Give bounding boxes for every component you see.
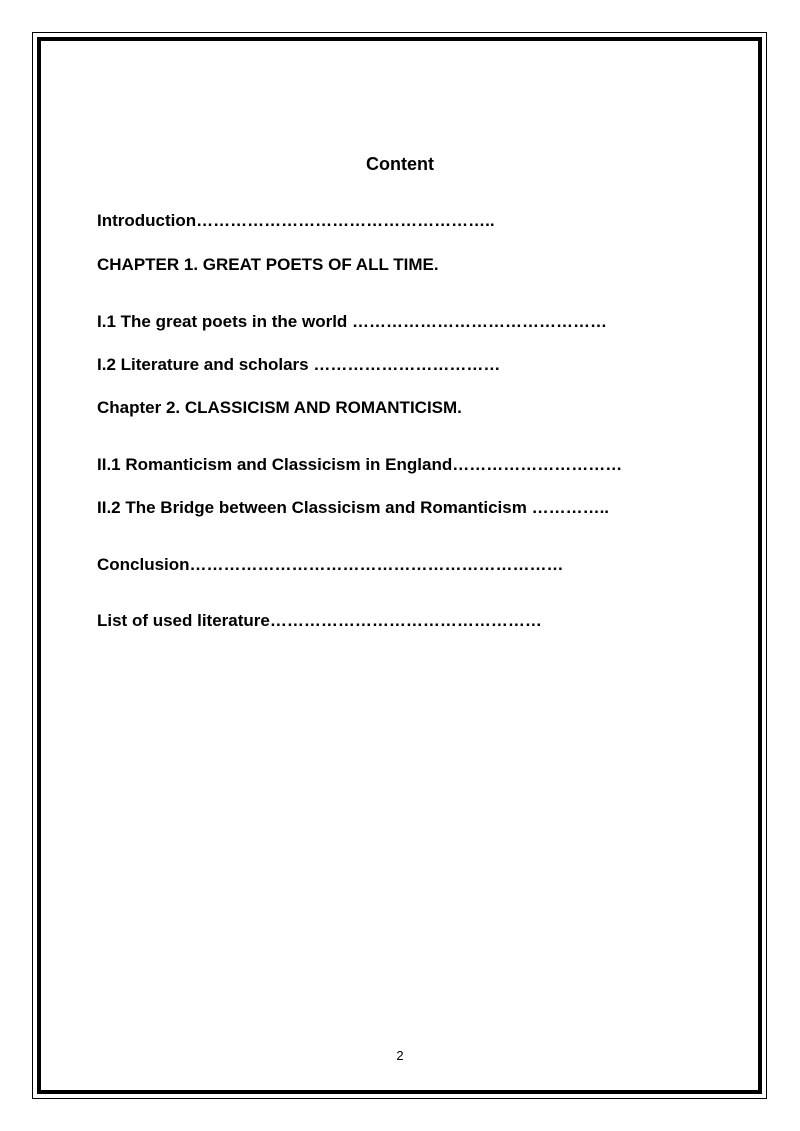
toc-entry-section-1-2: I.2 Literature and scholars …………………………… [97, 355, 501, 374]
toc-entry-section-1-1: I.1 The great poets in the world ……………………………………… [97, 312, 608, 331]
toc-entry-section-2-2: II.2 The Bridge between Classicism and Romanticism ………….. [97, 498, 610, 517]
toc-entry-chapter-2: Chapter 2. CLASSICISM AND ROMANTICISM. [97, 398, 462, 417]
toc-entry-conclusion: Conclusion………………………………………………………… [97, 555, 564, 574]
toc-entry-introduction: Introduction…………………………………………….. [97, 211, 495, 230]
page-number: 2 [396, 1048, 404, 1063]
toc-entry-section-2-1: II.1 Romanticism and Classicism in England………………………… [97, 455, 623, 474]
page-title: Content [366, 154, 434, 174]
toc-entry-literature: List of used literature………………………………………… [97, 611, 542, 630]
toc-entry-chapter-1: CHAPTER 1. GREAT POETS OF ALL TIME. [97, 255, 439, 274]
